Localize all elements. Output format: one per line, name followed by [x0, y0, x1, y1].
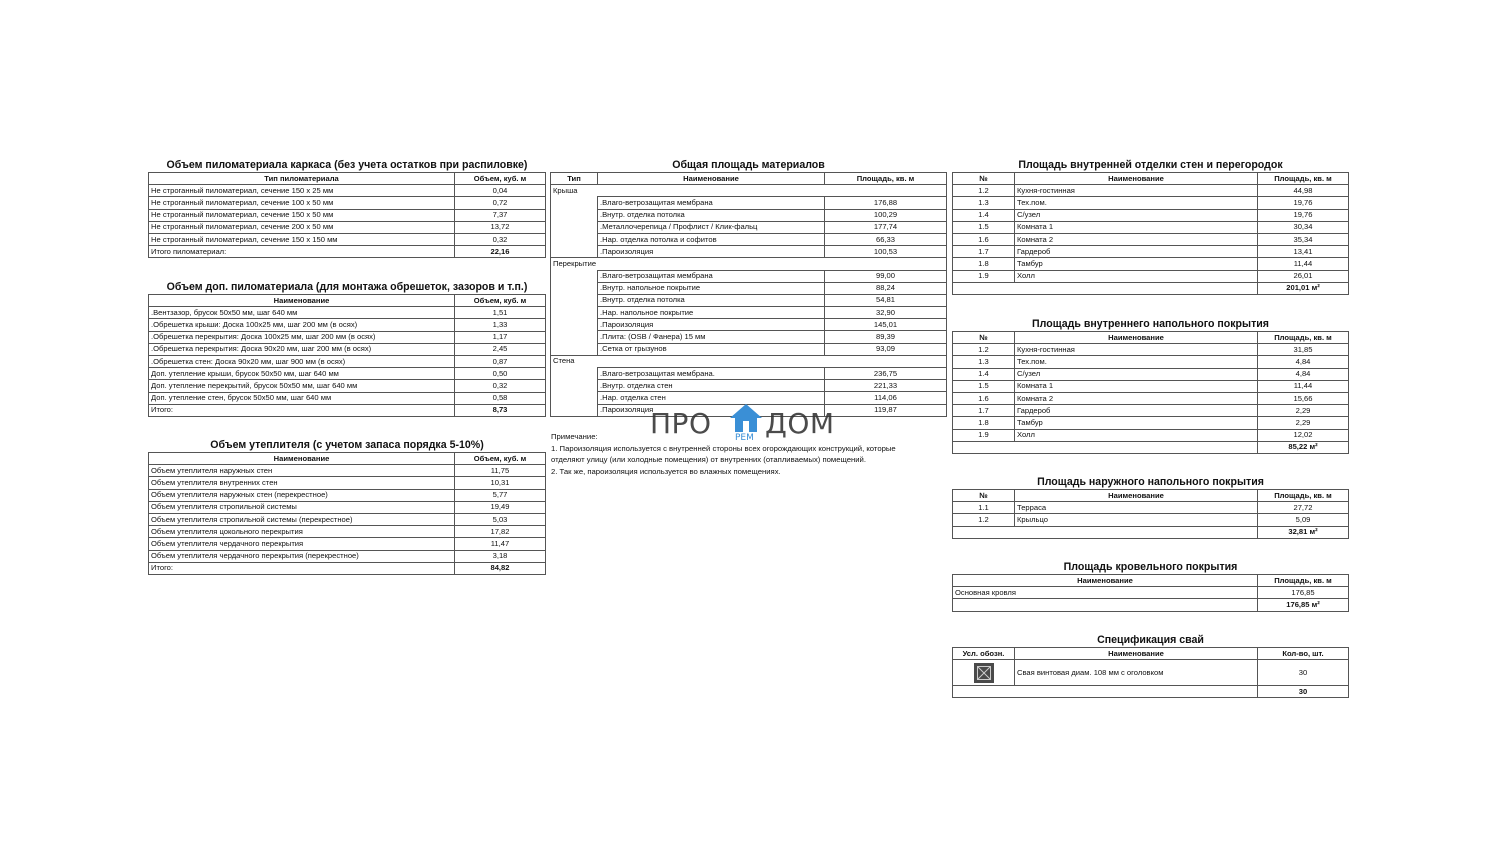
header-area: Площадь, кв. м — [825, 173, 947, 185]
note-section — [551, 431, 946, 477]
table-row: .Нар. отделка потолка и софитов 66,33 — [551, 233, 947, 245]
walls-table — [952, 172, 1349, 295]
header-no: № — [953, 490, 1015, 502]
piles-title: Спецификация свай — [1097, 634, 1204, 646]
table-row: .Вентзазор, брусок 50х50 мм, шаг 640 мм 1,51 — [149, 307, 546, 319]
header-name: Наименование — [1015, 490, 1258, 502]
table-row: 1.1 Терраса 27,72 — [953, 502, 1349, 514]
extra-lumber-title: Объем доп. пиломатериала (для монтажа обрешеток, зазоров и т.п.) — [166, 281, 528, 293]
logo-text-right: ДОМ — [765, 407, 835, 440]
header-area: Площадь, кв. м — [1258, 490, 1349, 502]
table-row: 1.4 С/узел 4,84 — [953, 368, 1349, 380]
header-name: Наименование — [1015, 173, 1258, 185]
roof-table — [952, 574, 1349, 612]
table-row: Объем утеплителя цокольного перекрытия 17,82 — [149, 526, 546, 538]
total-value: 22,16 — [455, 246, 546, 258]
table-row: .Обрешетка крыши: Доска 100х25 мм, шаг 200 мм (в осях) 1,33 — [149, 319, 546, 331]
header-volume: Объем, куб. м — [455, 173, 546, 185]
table-row: 1.8 Тамбур 11,44 — [953, 258, 1349, 270]
walls-title: Площадь внутренней отделки стен и перегородок — [1018, 159, 1283, 171]
table-row: 1.3 Тех.пом. 4,84 — [953, 356, 1349, 368]
table-row: Объем утеплителя чердачного перекрытия (перекрестное) 3,18 — [149, 550, 546, 562]
piles-table — [952, 647, 1349, 698]
header-no: № — [953, 332, 1015, 344]
frame-lumber-title: Объем пиломатериала каркаса (без учета остатков при распиловке) — [166, 159, 528, 171]
table-row: 1.2 Кухня-гостинная 44,98 — [953, 185, 1349, 197]
table-row: Объем утеплителя внутренних стен 10,31 — [149, 477, 546, 489]
table-row: .Внутр. напольное покрытие 88,24 — [551, 282, 947, 294]
table-row: Не строганный пиломатериал, сечение 150 х 50 мм 7,37 — [149, 209, 546, 221]
table-row: 1.5 Комната 1 11,44 — [953, 380, 1349, 392]
group-row-floor: Перекрытие — [551, 258, 947, 270]
header-name: Наименование — [1015, 332, 1258, 344]
roof-title: Площадь кровельного покрытия — [1063, 561, 1238, 573]
table-row: .Внутр. отделка потолка 100,29 — [551, 209, 947, 221]
header-volume: Объем, куб. м — [455, 295, 546, 307]
table-row: .Нар. отделка стен 114,06 — [551, 392, 947, 404]
header-name: Наименование — [149, 295, 455, 307]
table-row: .Плита: (OSB / Фанера) 15 мм 89,39 — [551, 331, 947, 343]
logo-text-left: ПРО — [650, 407, 712, 440]
floor-outer-section — [952, 475, 1349, 539]
total-value: 8,73 — [455, 404, 546, 416]
table-row: 1.9 Холл 12,02 — [953, 429, 1349, 441]
table-row: .Влаго-ветрозащитая мембрана 176,88 — [551, 197, 947, 209]
table-row: .Влаго-ветрозащитая мембрана 99,00 — [551, 270, 947, 282]
table-row: .Металлочерепица / Профлист / Клик-фальц 177,74 — [551, 221, 947, 233]
note-title: Примечание: — [551, 432, 598, 441]
table-row: 1.2 Кухня-гостинная 31,85 — [953, 344, 1349, 356]
header-type: Тип — [551, 173, 598, 185]
total-label: Итого: — [149, 404, 455, 416]
total-value: 30 — [1258, 686, 1349, 698]
table-row: 1.7 Гардероб 2,29 — [953, 405, 1349, 417]
floor-outer-title: Площадь наружного напольного покрытия — [1037, 476, 1264, 488]
table-row: Не строганный пиломатериал, сечение 150 х 25 мм 0,04 — [149, 185, 546, 197]
table-row: Не строганный пиломатериал, сечение 150 х 150 мм 0,32 — [149, 233, 546, 245]
total-row — [149, 246, 546, 258]
table-row: 1.6 Комната 2 15,66 — [953, 392, 1349, 404]
frame-lumber-table — [148, 172, 546, 258]
table-row: 1.6 Комната 2 35,34 — [953, 233, 1349, 245]
table-row: 1.2 Крыльцо 5,09 — [953, 514, 1349, 526]
total-row — [149, 404, 546, 416]
header-volume: Объем, куб. м — [455, 453, 546, 465]
table-row: .Пароизоляция 100,53 — [551, 246, 947, 258]
logo-subtext: РЕМ — [735, 433, 754, 443]
table-row: 1.7 Гардероб 13,41 — [953, 246, 1349, 258]
note-line-2: отделяют улицу (или холодные помещения) от внутренних (отапливаемых) помещений. — [551, 455, 866, 465]
header-name: Наименование — [598, 173, 825, 185]
table-row: .Нар. напольное покрытие 32,90 — [551, 307, 947, 319]
header-name: Наименование — [149, 453, 455, 465]
header-name: Наименование — [953, 575, 1258, 587]
total-value: 84,82 — [455, 562, 546, 574]
piles-section — [952, 633, 1349, 698]
house-icon — [729, 403, 763, 433]
frame-lumber-section — [148, 158, 546, 258]
header-qty: Кол-во, шт. — [1258, 648, 1349, 660]
total-value: 201,01 м² — [1258, 282, 1349, 294]
table-row: Объем утеплителя наружных стен 11,75 — [149, 465, 546, 477]
table-row: Объем утеплителя чердачного перекрытия 11,47 — [149, 538, 546, 550]
floor-outer-table — [952, 489, 1349, 539]
note-line-1: 1. Пароизоляция используется с внутренней стороны всех огорождающих конструкций, которые — [551, 443, 896, 453]
table-row: .Сетка от грызунов 93,09 — [551, 343, 947, 355]
walls-section — [952, 158, 1349, 295]
insulation-title: Объем утеплителя (с учетом запаса порядка 5-10%) — [210, 439, 484, 451]
note-line-3: 2. Так же, пароизоляция используется во влажных помещениях. — [551, 466, 781, 476]
table-row: .Влаго-ветрозащитая мембрана. 236,75 — [551, 368, 947, 380]
table-row: Объем утеплителя стропильной системы 19,49 — [149, 501, 546, 513]
floor-inner-table — [952, 331, 1349, 454]
table-row: Доп. утепление перекрытий, брусок 50х50 мм, шаг 640 мм 0,32 — [149, 380, 546, 392]
materials-section — [550, 158, 947, 417]
table-row: 1.3 Тех.пом. 19,76 — [953, 197, 1349, 209]
total-row — [953, 686, 1349, 698]
header-no: № — [953, 173, 1015, 185]
extra-lumber-table — [148, 294, 546, 417]
table-row: Объем утеплителя стропильной системы (перекрестное) 5,03 — [149, 513, 546, 525]
header-lumber-type: Тип пиломатериала — [149, 173, 455, 185]
floor-inner-title: Площадь внутреннего напольного покрытия — [1032, 318, 1269, 330]
table-row: .Обрешетка стен: Доска 90х20 мм, шаг 900 мм (в осях) 0,87 — [149, 355, 546, 367]
roof-section — [952, 560, 1349, 612]
table-row: Свая винтовая диам. 108 мм с оголовком 30 — [953, 660, 1349, 686]
materials-title: Общая площадь материалов — [672, 159, 825, 171]
table-row: 1.4 С/узел 19,76 — [953, 209, 1349, 221]
total-value: 85,22 м² — [1258, 441, 1349, 453]
table-row: Доп. утепление крыши, брусок 50х50 мм, шаг 640 мм 0,50 — [149, 368, 546, 380]
group-row-roof: Крыша — [551, 185, 947, 197]
table-row: 1.5 Комната 1 30,34 — [953, 221, 1349, 233]
table-row: Не строганный пиломатериал, сечение 200 х 50 мм 13,72 — [149, 221, 546, 233]
total-row — [953, 441, 1349, 453]
header-name: Наименование — [1015, 648, 1258, 660]
pile-symbol-icon — [974, 663, 994, 683]
header-area: Площадь, кв. м — [1258, 173, 1349, 185]
table-row: .Обрешетка перекрытия: Доска 90х20 мм, шаг 200 мм (в осях) 2,45 — [149, 343, 546, 355]
materials-table — [550, 172, 947, 417]
table-row: .Обрешетка перекрытия: Доска 100х25 мм, шаг 200 мм (в осях) 1,17 — [149, 331, 546, 343]
header-area: Площадь, кв. м — [1258, 332, 1349, 344]
extra-lumber-section — [148, 280, 546, 417]
total-row — [149, 562, 546, 574]
table-row: .Внутр. отделка потолка 54,81 — [551, 294, 947, 306]
table-row: .Пароизоляция 119,87 — [551, 404, 947, 416]
total-row — [953, 599, 1349, 611]
table-row: 1.8 Тамбур 2,29 — [953, 417, 1349, 429]
table-row: Доп. утепление стен, брусок 50х50 мм, шаг 640 мм 0,58 — [149, 392, 546, 404]
table-row: Не строганный пиломатериал, сечение 100 х 50 мм 0,72 — [149, 197, 546, 209]
insulation-table — [148, 452, 546, 575]
table-row: .Пароизоляция 145,01 — [551, 319, 947, 331]
total-row — [953, 526, 1349, 538]
group-row-wall: Стена — [551, 355, 947, 367]
table-row: .Внутр. отделка стен 221,33 — [551, 380, 947, 392]
header-symbol: Усл. обозн. — [953, 648, 1015, 660]
total-label: Итого пиломатериал: — [149, 246, 455, 258]
total-value: 176,85 м² — [1258, 599, 1349, 611]
table-row: Основная кровля 176,85 — [953, 587, 1349, 599]
total-label: Итого: — [149, 562, 455, 574]
header-area: Площадь, кв. м — [1258, 575, 1349, 587]
table-row: Объем утеплителя наружных стен (перекрестное) 5,77 — [149, 489, 546, 501]
total-row — [953, 282, 1349, 294]
total-value: 32,81 м² — [1258, 526, 1349, 538]
insulation-section — [148, 438, 546, 575]
floor-inner-section — [952, 317, 1349, 454]
table-row: 1.9 Холл 26,01 — [953, 270, 1349, 282]
